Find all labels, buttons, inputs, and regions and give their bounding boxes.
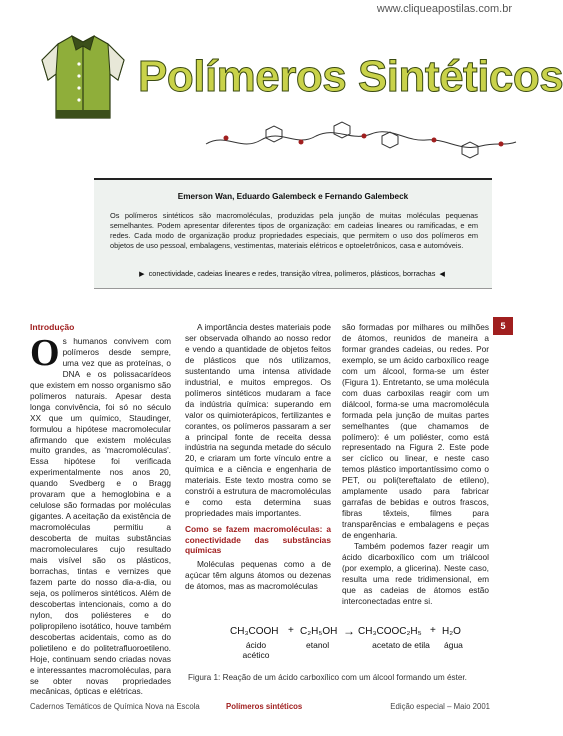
page-number-badge: 5: [493, 317, 513, 335]
page-title: Polímeros Sintéticos: [138, 52, 563, 101]
reactant-acetic-acid: CH₃COOH: [230, 626, 279, 637]
keywords: conectividade, cadeias lineares e redes, transição vítrea, polímeros, plásticos, borrachas: [148, 269, 436, 278]
paragraph-importance: A importância destes materiais pode ser observada olhando ao nosso redor e vendo a quantidade de objetos feitos de plásticos que nós utilizamos, sustentando uma intensa atividade industrial, e muitos empregos. Os polímeros sintéticos mudaram a face da indústria química: superando em valor os quimioterápicos, fertilizantes e corantes, os polímeros passaram a ser a principal fonte de receita dessa indústria na segunda metade do século 20, e criaram um forte vínculo entre a química e a ciência e engenharia de materiais. Este texto mostra como se constrói a estrutura de macromoléculas e como esta determina suas propriedades mais importantes.: [185, 322, 331, 519]
intro-paragraph: Os humanos convivem com polímeros desde sempre, uma vez que as proteínas, o DNA e os polissacarídeos que existem em nosso organismo são polímeros naturais. Apesar desta longa convivência, foi só no século XX que um químico, Staudinger, formulou a hipótese macromolecular afirmando que existem moléculas muito grandes, as 'macromoléculas'. Essa hipótese foi verificada experimentalmente nos anos 20, quando Svedberg e o Bragg provaram que a hemoglobina e a celulose são formadas por moléculas gigantes. A aceitação da existência de macromoléculas permitiu a descoberta de muitas substâncias macromoleculares cujo resultado mais visível são os plásticos, borrachas, tintas e vernizes que fazem parte do nosso dia-a-dia, ou seja, os polímeros sintéticos. Além de descobertas intencionais, como a do nylon, dos poliésteres e do polipropileno isotático, houve também descobertas acidentais, como as do polietileno e do politetrafluoroetileno. Hoje, continuam sendo criadas novas e interessantes macromoléculas, para se obter novas propriedades mecânicas, ópticas e elétricas.: [30, 331, 171, 697]
site-url[interactable]: www.cliqueapostilas.com.br: [376, 3, 512, 15]
label-ethanol: etanol: [306, 640, 330, 650]
reactant-ethanol: C₂H₅OH: [300, 626, 338, 637]
arrow-left-icon: ◀: [439, 271, 445, 278]
footer-journal: Cadernos Temáticos de Química Nova na Escola: [30, 702, 200, 711]
drop-cap: O: [30, 331, 60, 374]
arrow-right-icon: ▶: [139, 271, 145, 278]
abstract-text: Os polímeros sintéticos são macromoléculas, produzidas pela junção de muitas moléculas pequenas semelhantes. Podem apresentar diferentes tipos de organização: em cadeias lineares ou ramificadas, e em redes. Cada modo de organização produz propriedades especiais, que permitem o uso dos polímeros em objetos de uso pessoal, embalagens, vestimentas, materiais elétricos e optoeletrônicos, casa e automóveis.: [110, 211, 478, 250]
molecule-chain-decoration: [206, 112, 516, 170]
column-2: [185, 322, 331, 592]
label-ethyl-acetate: acetato de etila: [372, 640, 430, 650]
label-water: água: [444, 640, 463, 650]
reaction-arrow: →: [343, 624, 355, 638]
plus-sign: +: [288, 625, 294, 636]
reaction-equation: [230, 624, 490, 668]
authors: Emerson Wan, Eduardo Galembeck e Fernando Galembeck: [177, 192, 409, 201]
keywords-line: [102, 269, 482, 278]
plus-sign: +: [430, 625, 436, 636]
paragraph-polyester: são formadas por milhares ou milhões de átomos, reunidos de maneira a formar grandes cadeias, ou redes. Por exemplo, se um ácido carboxílico reage com um álcool, forma-se um éster (Figura 1). Entretanto, se uma molécula com duas carboxilas reagir com um diálcool, forma-se uma macromolécula formada pela junção de muitas partes semelhantes (que chamamos de polímero): é um poliéster, como está representado na Figura 2. Este pode ser cíclico ou linear, e neste caso temos plástico importantíssimo como o PET, ou poli(tereftalato de etileno), amplamente usado para fabricar garrafas de bebidas e outros frascos, fibras têxteis, filmes para transparências e embalagens e peças de engenharia.: [342, 322, 489, 541]
column-3: [342, 322, 489, 607]
column-1: [30, 322, 171, 697]
figure-caption: Figura 1: Reação de um ácido carboxílico com um álcool formando um éster.: [188, 673, 467, 682]
footer-article-title: Polímeros sintéticos: [226, 702, 303, 711]
abstract-box: [94, 178, 492, 289]
paragraph-network: Também podemos fazer reagir um ácido dicarboxílico com um triálcool (por exemplo, a glicerina). Neste caso, resulta uma rede tridimensional, em que as cadeias de átomos estão interconectadas entre si.: [342, 541, 489, 606]
section-heading-intro: Introdução: [30, 322, 75, 332]
footer-edition: Edição especial – Maio 2001: [390, 702, 490, 711]
section-heading-macromolecules: Como se fazem macromoléculas: a conectividade das substâncias químicas: [185, 524, 331, 556]
footer: [30, 702, 490, 716]
product-ethyl-acetate: CH₃COOC₂H₅: [358, 626, 422, 637]
label-acetic-acid: ácido acético: [242, 640, 270, 660]
paragraph-small-molecules: Moléculas pequenas como a de açúcar têm alguns átomos ou dezenas de átomos, mas as macromoléculas: [185, 558, 331, 591]
product-water: H₂O: [442, 626, 461, 637]
jacket-illustration: [38, 30, 128, 122]
